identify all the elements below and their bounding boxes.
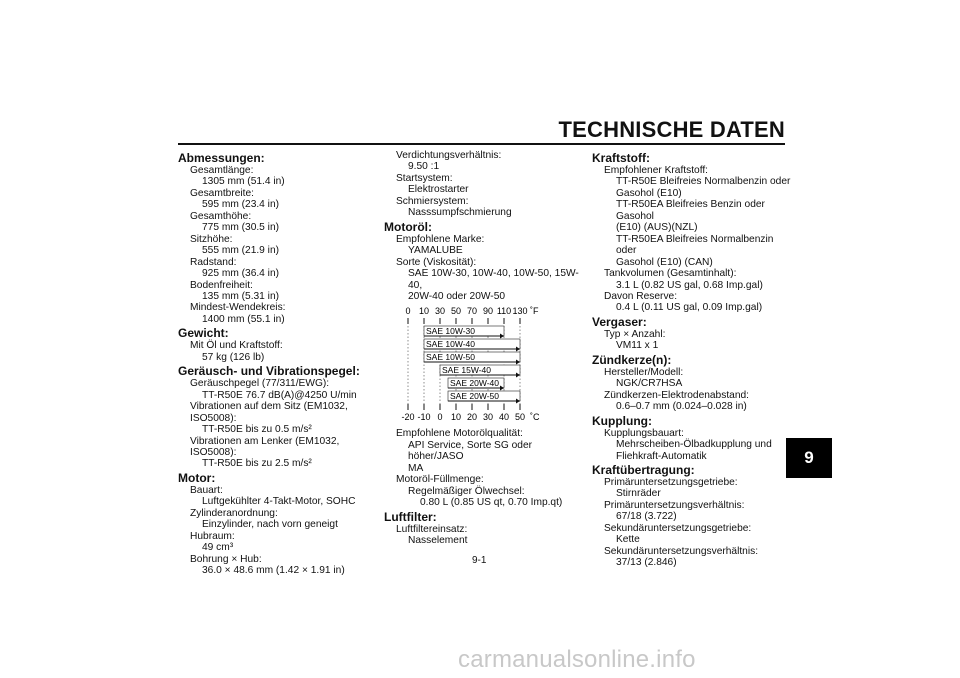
c-tick-label: 20 xyxy=(466,412,478,423)
spec-label: Zündkerzen-Elektrodenabstand: xyxy=(604,389,749,401)
spec-label: Kupplungsbauart: xyxy=(604,427,684,439)
section-heading: Kraftstoff: xyxy=(592,151,650,165)
spec-value: TT-R50EA Bleifreies Normalbenzin oder xyxy=(616,233,774,257)
f-tick-label: 130 xyxy=(512,306,528,317)
spec-value: 49 cm³ xyxy=(202,542,234,554)
spec-value: MA xyxy=(408,462,424,474)
header-rule xyxy=(178,143,785,145)
section-heading: Motor: xyxy=(178,470,216,485)
spec-column-2-top xyxy=(384,150,584,302)
spec-label: Geräuschpegel (77/311/EWG): xyxy=(190,378,330,390)
spec-label: Tankvolumen (Gesamtinhalt): xyxy=(604,268,737,280)
spec-label: Empfohlener Kraftstoff: xyxy=(604,165,709,176)
spec-column-1 xyxy=(178,150,388,577)
spec-label: Startsystem: xyxy=(396,172,453,184)
spec-value: 57 kg (126 lb) xyxy=(202,351,265,363)
spec-label: Sitzhöhe: xyxy=(190,233,233,245)
c-tick-label: -20 xyxy=(401,412,415,423)
c-unit-label: ˚C xyxy=(530,412,540,423)
spec-value: YAMALUBE xyxy=(408,245,463,257)
spec-column-2 xyxy=(384,150,584,547)
spec-value: 0.4 L (0.11 US gal, 0.09 Imp.gal) xyxy=(616,302,763,314)
spec-value: Fliehkraft-Automatik xyxy=(616,450,707,462)
spec-value: TT-R50E 76.7 dB(A)@4250 U/min xyxy=(202,389,357,401)
spec-label: Bodenfreiheit: xyxy=(190,279,253,291)
spec-value: 0.80 L (0.85 US qt, 0.70 Imp.qt) xyxy=(420,497,563,509)
spec-label: Vibrationen auf dem Sitz (EM1032, ISO5008): xyxy=(190,401,348,424)
f-tick-label: 70 xyxy=(466,306,478,317)
spec-value: 9.50 :1 xyxy=(408,161,440,173)
section-heading: Kupplung: xyxy=(592,413,652,428)
spec-value: 595 mm (23.4 in) xyxy=(202,199,280,211)
section-heading: Motoröl: xyxy=(384,219,432,234)
f-tick-label: 10 xyxy=(418,306,430,317)
f-tick-label: 0 xyxy=(405,306,411,317)
section-heading: Vergaser: xyxy=(592,314,647,329)
section-heading: Abmessungen: xyxy=(178,151,265,165)
spec-value: Gasohol (E10) xyxy=(616,187,682,199)
spec-label: Gesamtlänge: xyxy=(190,165,254,176)
spec-label: Luftfiltereinsatz: xyxy=(396,523,468,535)
watermark: carmanualsonline.info xyxy=(458,646,696,673)
spec-value: Nasselement xyxy=(408,535,468,547)
spec-label: Hersteller/Modell: xyxy=(604,366,684,378)
spec-label: Empfohlene Motorölqualität: xyxy=(396,428,523,440)
spec-label: Primäruntersetzungsverhältnis: xyxy=(604,499,745,511)
spec-label: Gesamthöhe: xyxy=(190,210,252,222)
series-label: SAE 10W-40 xyxy=(426,339,475,350)
spec-value: Einzylinder, nach vorn geneigt xyxy=(202,519,338,531)
f-unit-label: ˚F xyxy=(530,306,539,317)
spec-value: Elektrostarter xyxy=(408,184,469,196)
spec-value: 1305 mm (51.4 in) xyxy=(202,176,285,188)
spec-value: TT-R50E bis zu 2.5 m/s² xyxy=(202,458,312,470)
spec-value: 0.6–0.7 mm (0.024–0.028 in) xyxy=(616,401,747,413)
section-heading: Kraftübertragung: xyxy=(592,462,695,477)
chapter-tab[interactable]: 9 xyxy=(786,438,832,478)
spec-label: Sekundäruntersetzungsverhältnis: xyxy=(604,545,759,557)
spec-label: Radstand: xyxy=(190,256,237,268)
c-tick-label: 30 xyxy=(482,412,494,423)
series-label: SAE 10W-50 xyxy=(426,352,475,363)
spec-column-3 xyxy=(592,150,792,569)
spec-value: 20W-40 oder 20W-50 xyxy=(408,290,506,302)
spec-value: Kette xyxy=(616,534,640,546)
spec-label: Verdichtungsverhältnis: xyxy=(396,150,502,161)
spec-label: Empfohlene Marke: xyxy=(396,233,485,245)
c-tick-label: 50 xyxy=(514,412,526,423)
spec-value: VM11 x 1 xyxy=(616,340,659,352)
series-label: SAE 20W-40 xyxy=(450,378,499,389)
series-label: SAE 10W-30 xyxy=(426,326,475,337)
spec-value: Luftgekühlter 4-Takt-Motor, SOHC xyxy=(202,496,356,508)
spec-label: Motoröl-Füllmenge: xyxy=(396,474,484,486)
c-tick-label: 40 xyxy=(498,412,510,423)
spec-column-2-bottom xyxy=(384,428,584,546)
spec-value: Gasohol (E10) (CAN) xyxy=(616,256,713,268)
c-tick-label: 0 xyxy=(437,412,443,423)
section-heading: Geräusch- und Vibrationspegel: xyxy=(178,364,360,379)
spec-label: Bauart: xyxy=(190,484,223,496)
spec-value: Stirnräder xyxy=(616,488,661,500)
spec-value: (E10) (AUS)(NZL) xyxy=(616,222,698,234)
spec-value: 3.1 L (0.82 US gal, 0.68 Imp.gal) xyxy=(616,279,763,291)
spec-label: Primäruntersetzungsgetriebe: xyxy=(604,476,738,488)
spec-value: 555 mm (21.9 in) xyxy=(202,245,280,257)
page-number: 9-1 xyxy=(472,555,487,566)
spec-label: Hubraum: xyxy=(190,530,235,542)
spec-label: Gesamtbreite: xyxy=(190,187,254,199)
spec-value: TT-R50E Bleifreies Normalbenzin oder xyxy=(616,176,791,188)
spec-value: 775 mm (30.5 in) xyxy=(202,222,280,234)
spec-value: TT-R50EA Bleifreies Benzin oder Gasohol xyxy=(616,199,765,222)
viscosity-chart xyxy=(398,304,558,426)
spec-value: 67/18 (3.722) xyxy=(616,511,677,523)
f-tick-label: 30 xyxy=(434,306,446,317)
spec-value: Nasssumpfschmierung xyxy=(408,207,512,219)
spec-label: Schmiersystem: xyxy=(396,195,469,207)
spec-value: Regelmäßiger Ölwechsel: xyxy=(408,485,525,497)
spec-value: Mehrscheiben-Ölbadkupplung und xyxy=(616,439,772,451)
spec-value: 36.0 × 48.6 mm (1.42 × 1.91 in) xyxy=(202,565,345,577)
section-heading: Zündkerze(n): xyxy=(592,352,672,367)
spec-label: Sorte (Viskosität): xyxy=(396,256,477,268)
spec-value: 1400 mm (55.1 in) xyxy=(202,313,285,325)
spec-value: TT-R50E bis zu 0.5 m/s² xyxy=(202,424,312,436)
spec-label: Mindest-Wendekreis: xyxy=(190,302,286,314)
spec-label: Zylinderanordnung: xyxy=(190,507,278,519)
f-tick-label: 50 xyxy=(450,306,462,317)
section-heading: Gewicht: xyxy=(178,326,229,341)
spec-label: Davon Reserve: xyxy=(604,290,678,302)
series-label: SAE 20W-50 xyxy=(450,391,499,402)
spec-label: Sekundäruntersetzungsgetriebe: xyxy=(604,522,752,534)
spec-label: Typ × Anzahl: xyxy=(604,328,666,340)
spec-value: API Service, Sorte SG oder höher/JASO xyxy=(408,439,533,463)
f-tick-label: 110 xyxy=(496,306,512,317)
c-tick-label: -10 xyxy=(417,412,431,423)
spec-label: Mit Öl und Kraftstoff: xyxy=(190,340,283,352)
spec-label: Bohrung × Hub: xyxy=(190,553,262,565)
spec-value: 925 mm (36.4 in) xyxy=(202,268,280,280)
page-title: TECHNISCHE DATEN xyxy=(558,117,785,142)
spec-value: NGK/CR7HSA xyxy=(616,378,683,390)
series-label: SAE 15W-40 xyxy=(442,365,491,376)
c-tick-label: 10 xyxy=(450,412,462,423)
section-heading: Luftfilter: xyxy=(384,509,437,524)
spec-value: 135 mm (5.31 in) xyxy=(202,290,280,302)
spec-label: Vibrationen am Lenker (EM1032, ISO5008): xyxy=(190,435,340,458)
spec-value: SAE 10W-30, 10W-40, 10W-50, 15W-40, xyxy=(408,268,579,291)
spec-value: 37/13 (2.846) xyxy=(616,557,677,569)
f-tick-label: 90 xyxy=(482,306,494,317)
